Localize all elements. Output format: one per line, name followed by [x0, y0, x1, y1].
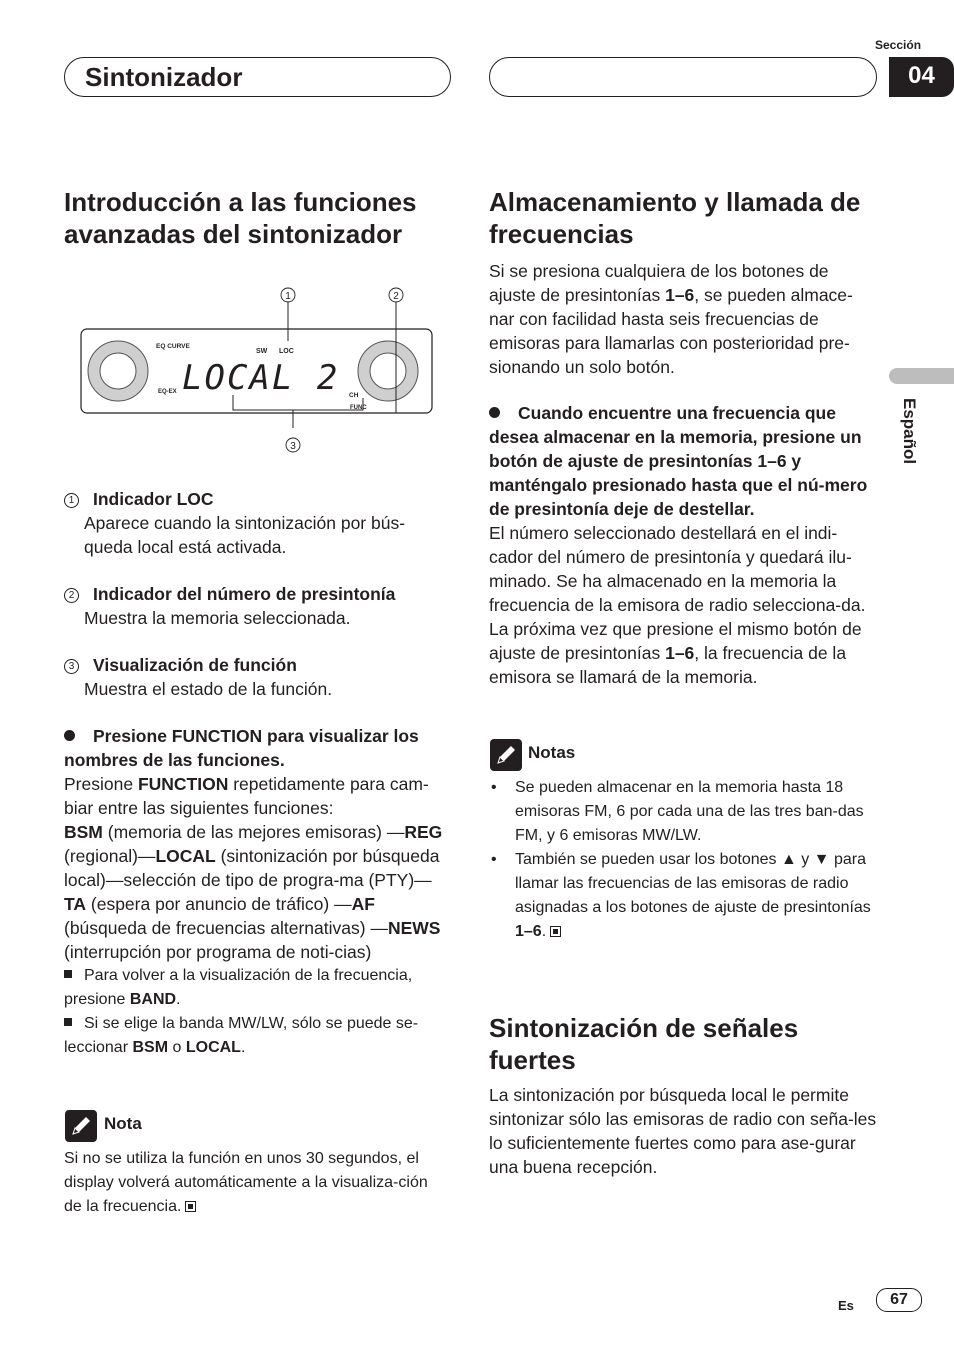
- item-2-title: Indicador del número de presintonía: [93, 584, 396, 604]
- fn-ta: TA: [64, 894, 87, 914]
- section-label: Sección: [875, 38, 922, 52]
- notes-list: [489, 776, 877, 944]
- body2-pre: La próxima vez que presione el mismo botón de ajuste de presintonías: [489, 619, 862, 663]
- item-3-title: Visualización de función: [93, 655, 297, 675]
- loc-label: LOC: [279, 348, 294, 355]
- tip-2-mid: o: [168, 1039, 186, 1056]
- note-pencil-icon: [65, 1110, 97, 1142]
- intro-bold: 1–6: [665, 285, 695, 305]
- section-title-pill: [64, 57, 451, 97]
- fn-reg-desc: (regional)—: [64, 846, 156, 866]
- item-1-title: Indicador LOC: [93, 489, 214, 509]
- item-1-number: 1: [64, 493, 79, 508]
- fn-bsm-desc: (memoria de las mejores emisoras): [102, 822, 382, 842]
- item-2-desc: Muestra la memoria seleccionada.: [84, 608, 351, 628]
- note-body: [64, 1147, 449, 1219]
- fn-local: LOCAL: [155, 846, 216, 866]
- fn-news: NEWS: [387, 918, 441, 938]
- lcd-text: LOCAL 2: [182, 358, 340, 398]
- notes-label: Notas: [528, 743, 576, 762]
- right-step-body: El número seleccionado destellará en el indi-cador del número de presintonía y quedará ilu-minado. Se ha almacenado en la memoria la frecuencia de la emisora de radio selecciona-da.: [489, 523, 866, 615]
- fn-bsm: BSM: [64, 822, 103, 842]
- left-heading: Introducción a las funciones avanzadas del sintonizador: [64, 187, 417, 249]
- end-mark-icon: [550, 926, 561, 937]
- tip-1-pre: Para volver a la visualización de la frecuencia, presione: [64, 967, 413, 1008]
- left-step: [64, 724, 450, 1060]
- footer-lang-code: Es: [838, 1298, 854, 1313]
- callout-1-num: 1: [285, 291, 291, 302]
- item-3: [64, 653, 444, 701]
- tip-2-bold2: LOCAL: [185, 1039, 241, 1056]
- item-2-number: 2: [64, 588, 79, 603]
- header-empty-pill: [489, 57, 877, 97]
- right-step-bullet: [489, 407, 500, 418]
- page-number: 67: [876, 1288, 922, 1312]
- note-item-2: [489, 848, 877, 944]
- callout-3-num: 3: [290, 441, 296, 452]
- step-line-post: repetidamente para cam-biar entre las siguientes funciones:: [64, 774, 429, 818]
- item-1: [64, 487, 444, 559]
- fn-reg: REG: [404, 822, 443, 842]
- notes-pencil-icon: [490, 739, 522, 771]
- functions-list: BSM (memoria de las mejores emisoras) —REG (regional)—LOCAL (sintonización por búsqueda local)—selección de tipo de progra-ma (PTY)—TA (espera por anuncio de tráfico) —AF (búsqueda de frecuencias alternativas) —NEWS (interrupción por programa de noti-cias): [64, 822, 443, 962]
- tip-1-marker: [64, 970, 72, 978]
- step-bullet: [64, 730, 75, 741]
- tip-1-bold: BAND: [129, 991, 177, 1008]
- right-heading-1: Almacenamiento y llamada de frecuencias: [489, 187, 861, 249]
- item-1-desc: Aparece cuando la sintonización por bús-queda local está activada.: [84, 513, 406, 557]
- body2-post: , la frecuencia de la emisora se llamará de la memoria.: [489, 643, 847, 687]
- note-label: Nota: [104, 1114, 142, 1133]
- body2-bold: 1–6: [665, 643, 695, 663]
- sw-label: SW: [256, 348, 268, 355]
- right-step: [489, 401, 877, 689]
- left-knob-inner: [100, 353, 136, 389]
- intro-pre: Si se presiona cualquiera de los botones de ajuste de presintonías: [489, 261, 829, 305]
- item-2: [64, 582, 444, 630]
- tip-1-post: .: [176, 991, 181, 1008]
- fn-af-desc: (búsqueda de frecuencias alternativas): [64, 918, 366, 938]
- item-3-number: 3: [64, 659, 79, 674]
- ch-label: CH: [349, 392, 359, 399]
- end-mark-icon: [185, 1201, 196, 1212]
- right-intro: [489, 259, 877, 379]
- note-item-2-post: .: [541, 923, 547, 940]
- left-step-title: Presione FUNCTION para visualizar los nombres de las funciones.: [64, 726, 419, 770]
- note-item-2-bold: 1–6: [515, 923, 542, 940]
- language-label-wrap: [895, 398, 935, 488]
- note-text: Si no se utiliza la función en unos 30 segundos, el display volverá automáticamente a la visualiza-ción de la frecuencia.: [64, 1150, 428, 1215]
- tip-2: [64, 1012, 450, 1060]
- func-label: FUNC: [350, 405, 367, 411]
- fn-af: AF: [351, 894, 375, 914]
- intro-post: , se pueden almace-nar con facilidad hasta seis frecuencias de emisoras para llamarlas con posterioridad pre-sionando un solo botón.: [489, 285, 853, 377]
- right-step-body2: [489, 617, 877, 689]
- step-line-bold: FUNCTION: [137, 774, 229, 794]
- note-item-1: • Se pueden almacenar en la memoria hasta 18 emisoras FM, 6 por cada una de las tres ban-das FM, y 6 emisoras MW/LW.: [489, 776, 877, 848]
- fn-local-desc: (sintonización por búsqueda local)—selección de tipo de progra-ma (PTY)—: [64, 846, 440, 890]
- tip-2-post: .: [240, 1039, 246, 1056]
- tip-2-marker: [64, 1018, 72, 1026]
- section-number: 04: [889, 57, 954, 97]
- note-item-2-text: También se pueden usar los botones ▲ y ▼ para llamar las frecuencias de las emisoras de radio asignadas a los botones de ajuste de presintonías: [515, 851, 871, 916]
- section-title: Sintonizador: [85, 62, 243, 92]
- step-line-pre: Presione: [64, 774, 138, 794]
- tip-1: [64, 964, 450, 1012]
- right-body-2: La sintonización por búsqueda local le permite sintonizar sólo las emisoras de radio con seña-les lo suficientemente fuertes como para ase-gurar una buena recepción.: [489, 1085, 877, 1177]
- eq-curve-label: EQ CURVE: [156, 343, 190, 350]
- right-knob-inner: [370, 353, 406, 389]
- right-heading-2: Sintonización de señales fuertes: [489, 1013, 799, 1075]
- language-label: Español: [900, 398, 919, 465]
- fn-ta-desc: (espera por anuncio de tráfico): [86, 894, 330, 914]
- tip-2-pre: Si se elige la banda MW/LW, sólo se puede se-leccionar: [64, 1015, 419, 1056]
- eq-ex-label: EQ-EX: [158, 389, 177, 395]
- display-diagram-svg: [78, 283, 436, 458]
- right-step-title: Cuando encuentre una frecuencia que desea almacenar en la memoria, presione un botón de ajuste de presintonías 1–6 y manténgalo presionado hasta que el nú-mero de presintonía deje de destellar.: [489, 403, 868, 519]
- item-3-desc: Muestra el estado de la función.: [84, 679, 333, 699]
- language-tab: [889, 368, 954, 384]
- tip-2-bold1: BSM: [132, 1039, 169, 1056]
- callout-2-num: 2: [393, 291, 399, 302]
- fn-news-desc: (interrupción por programa de noti-cias): [64, 942, 372, 962]
- display-diagram: [78, 283, 436, 458]
